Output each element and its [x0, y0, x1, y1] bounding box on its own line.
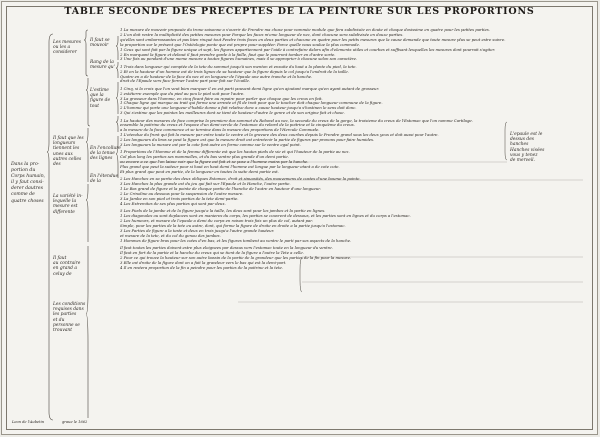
precept-line: 2 Les Hanches en sa partie des deux obliques Estomac, droit et sinuosités, des mouvemens de costes d'une bourse la pointe. [120, 177, 361, 182]
precept-line: 3 Une fois au pendant d'une meme mesure a toutes figures humaines, mais il se approprier à chacune selon son caractère. [120, 57, 358, 62]
precept-line: 3 Elle est droite de la figure dont on a fait la grandeur vers le bas qui est la demi-part. [120, 260, 287, 265]
precept-line: 1 Hommes de figure bras pour les cotes d'en bas, et les figures tombent au ventre le parti par ses aspects de la hanche. [120, 238, 352, 243]
category-measures: Les mesures ou les a considerer [53, 40, 81, 56]
subcategory-rank: Rang de la mesure qu' [90, 60, 115, 71]
precept-line: Et plus grand que peut en partie, de la longueur en toutes la suite demi partie est. [120, 170, 279, 175]
engraving-date: graue le 1662 [62, 420, 88, 424]
precept-line: 1 Cinq, si la croix que l'on veut bien marquer il en est parti pouvant demi ligne qu'en ajoutant marque qu'en ayant autant de grosseur. [120, 86, 380, 91]
precept-line: 3 Les longueurs la mesure est par la cote font autre en forme comme sur le ventre egal point. [120, 143, 301, 148]
precept-line: 2 extéterre exemple que du pied au peu le pied suit pour l'autre. [120, 91, 245, 96]
subcategory-estimate: L'estime que la figure de tout [90, 88, 111, 109]
body-text [120, 28, 590, 270]
precept-line: 3 Qui s'estime que les pointes les meilleures dont se tient de hauteur d'autre le genre et de son origine fait et chose. [120, 111, 345, 116]
precept-line: 3 La Jambe en son pied et trois parties de la tete demi-partie. [120, 196, 239, 201]
precept-line: 4 Il en restera proportion de la fin a peindre pour les parties de la poitrine et la tete. [120, 265, 283, 270]
precept-line: a la mesure de la face commence et se termine dans la mesure des proportions de l'Hercule Commode. [120, 128, 320, 133]
precept-line: droit de l'Epaule vers face fermer l'autre part pour fait sur l'écaille. [120, 79, 250, 84]
category-lengths: Il faut que les longueurs tiennent les unes aux autres celles des [53, 136, 84, 168]
precept-line: 5 Les Pieds de la jambe et de la figure jusqu'a la taille, les deux sont pour les jambes et la partie en lignes. [120, 209, 326, 214]
precept-line: 2 L'homme qui porte une longueur d'habile donne a fait relative donc a cause hauteur jusqu'a s'hostinen le sens doit donc. [120, 106, 357, 111]
precept-line: et mesure de la tete, et du col du genou des jambes. [120, 233, 221, 238]
precept-line: 2 En marquant la figure et debout il faut prendre garde à la faille, faut que le pourront tomber en d'antre sorte. [120, 52, 336, 57]
precept-line: 3 La grosseur dans l'homme, en cinq ficant faire au repaire pour parler que chaque que les creux en fait. [120, 96, 323, 101]
precept-line: 1 L'etendue du front qui fait la mesure par entre toute le centre et la gravure des deux courbes depuis le Prendre grand sous les deux yeux et doit aussi pour l'autre. [120, 133, 439, 138]
precept-line: 3 Les Parties de figure a la teste et deux en trois jusqu'a l'autre grande hauteur. [120, 228, 275, 233]
precept-line: 1 Trois dans longueur qui comptée de la tete du sommet jusqu'à son menton et ensuite du haut a la plante du pied, la tete. [120, 64, 357, 69]
precept-line: 1 Proportions de l'Homme et de la femme differente est que les hautes pieds de vie et qui l'hauteur de la partie au nez. [120, 150, 350, 155]
category-contrary: Il faut au contraire en grand a celuy de [53, 256, 81, 277]
precept-line: 2 L'on doit restre la multiplicité des petites mesures pour Parque les faces m'eme longueur de nez, dont chacune sera subdivisée en douze parties. [120, 32, 404, 37]
engraver-credit: Leon de l'Aubetin [12, 420, 45, 424]
precept-line: Quatre en a de hauteur de la face du nez et en longueur de l'épaule une autre tranche et la hanche. [120, 74, 313, 79]
precept-line: 2 Le Crinoline au dessous pour la suspension de l'autre mesure. [120, 192, 244, 197]
precept-line: 1 Ceux qui sont fait par la figure unique et sept, les figures appartiennent par l'aide à contrefaire dalors afin d'elements utiles et courbes et suffisant lesquelles les mesures dont pourrait s'agiter. [120, 47, 496, 52]
precept-line: 2 Les longueurs du bras se peut la figure est que la mesure droit est entretenir la partie de figures par pronons pour faire humides. [120, 138, 375, 143]
category-variety: La variété in- lequelle la mesure est differente [53, 194, 83, 215]
precept-line: ou encore a ce que l'on laisse voir que la figure est fait et se pose a l'homme moins par la hanche. [120, 160, 309, 165]
precept-line: Plus grand que peut la suiteur pour si haut en haut demi l'homme est longue par la longueur etant a de cote cote. [120, 165, 340, 170]
margin-notes: L'epaule est le dessus des hanches Hanches visées vous y tenez de merveil. [510, 132, 545, 164]
precept-line: la proportion sur le présent que l'Ostéologie ponte que est propre pour suppléer. Parce quelle nous soulue la plus commode. [120, 42, 360, 47]
subcategory-move: Il faut se mouvoir [90, 38, 110, 49]
precept-line: 2 Les humeurs, et mesure de l'epaule a demi du corps en raison trois fois un plus de col, autant par. [120, 218, 313, 223]
precept-line: Il faut toutes les parties doivent estre plus eloignees par dessus vers l'estomac toute en la longueur du ventre. [120, 245, 333, 250]
precept-line: Col plus long les parties ses mammelles, et du bas ventre plus grande d'un demi partie. [120, 155, 289, 160]
precept-line: 1 Les diagonales ou sont deplacees sont en manieres du corps, les parties se couvrent de dessous, et les parties sont en lignes et du corps a l'estomac. [120, 214, 411, 219]
subcategory-extent: En l'étendue de la [90, 174, 119, 185]
category-conditions: Les conditions requises dans les parties et du personne se trouvant [53, 302, 86, 334]
precept-line: Simple, pour les parties de la tete eu autre, dont, qui forme la figure de droite en droite a la partie jusqu'a l'estomac. [120, 223, 346, 228]
precept-line: ensemble la poitrine du creux et l'espace d'un demi-cercle de l'estomac du rebord de la poitrine et la cinquième du creux. [120, 123, 355, 128]
page-title: TABLE SECONDE DES PRECEPTES DE LA PEINTURE SUR LES PROPORTIONS [64, 6, 535, 17]
precept-line: 3 Les Hanches la plus grande est du jeu qui fait sur l'Épaule et la Hanche, l'autre partie. [120, 182, 291, 187]
subcategory-encollure: En l'encollure de la tenue des lignes [90, 146, 121, 162]
precept-line: 4 Les Extremites de ses plus parties qui sont par deux. [120, 201, 226, 206]
precept-line: 2 Et en la hauteur d'un homme est de trois lignes de sa hauteur que la figure depuis le col jusqu'a l'endroit de la taille. [120, 69, 349, 74]
precept-line: Il faut en fort de la partie et la hanche du creux qui se tient de la figure a l'autre la Tete a celle. [120, 250, 304, 255]
main-heading-block: Dans la pro- portion du Corps humain, il y faut consi- derer dautres comme de quatre choses [11, 162, 46, 204]
precept-line: 1 Le Bas grand de figure et la pointe de chaque partie de l'hanche de l'autre en hauteur d'une longueur. [120, 187, 321, 192]
precept-line: 1 Chaque ligne qui marque au trait qui forme une arreste et fil de trait pour que le toucher doit chaque longueur commune de la figure. [120, 101, 383, 106]
precept-line: qu'elles sont embarrassantes et pas bien rinqué tout Pendre trois faces en deux parties et chacune en quatre pour les petits mesures que la cause demande que toute mesure plus se peut estre suivre. [120, 37, 506, 42]
precept-line: 1 La mesure de mouvoir proposée du trone saisonne a s'ouvrir de Prendre ma chose pour nommée module que fera subdivisée en doute et chaque doxissime en quatre pour les petites parties. [120, 28, 490, 32]
precept-line: 1 La hauteur des mesures de face comprise la premiere dos sommet du Rebond au nez, la seconde du creux de la gorge, la troisieme du creux de l'Estomac que l'on nomme Cartilage. [120, 118, 473, 123]
precept-line: 2 Pour ce qui trouve la hauteur sur son autre bassin de la partie de la grandeur que les parties de la fin pour la mesure. [120, 255, 352, 260]
document-sheet [1, 1, 598, 435]
